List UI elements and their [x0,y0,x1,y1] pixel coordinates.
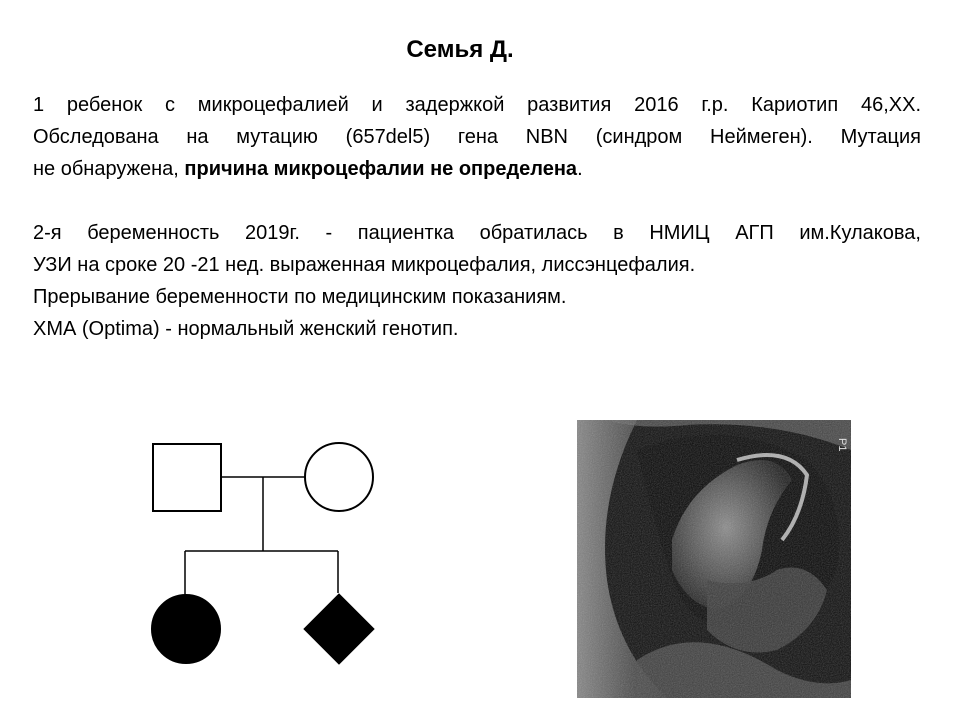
p1-line-2: Обследована на мутацию (657del5) гена NBN (синдром Неймеген). Мутация [33,126,921,148]
ultrasound-image [577,420,851,698]
paragraph-second-pregnancy [33,217,921,345]
slide-title: Семья Д. [406,36,514,63]
p1-line-3-end: . [577,158,583,180]
p2-line-2: УЗИ на сроке 20 -21 нед. выраженная микроцефалия, лиссэнцефалия. [33,254,696,276]
p1-line-3-bold: причина микроцефалии не определена [184,158,578,180]
affected-daughter-symbol [152,595,220,663]
p2-line-1: 2-я беременность 2019г. - пациентка обратилась в НМИЦ АГП им.Кулакова, [33,222,921,244]
p2-line-3: Прерывание беременности по медицинским показаниям. [33,286,567,308]
father-square-symbol [153,444,221,511]
pedigree-diagram [140,430,390,670]
p1-line-1: 1 ребенок с микроцефалией и задержкой развития 2016 г.р. Кариотип 46,XX. [33,94,921,116]
paragraph-first-child [33,89,921,185]
ultrasound-corner-label: P1 [836,438,848,452]
p1-line-3-plain: не обнаружена, [33,158,185,180]
p1-line-3 [33,153,921,185]
pregnancy-diamond-symbol [304,594,374,664]
p2-line-4: ХМА (Optima) - нормальный женский генотип. [33,318,459,340]
mother-circle-symbol [305,443,373,511]
